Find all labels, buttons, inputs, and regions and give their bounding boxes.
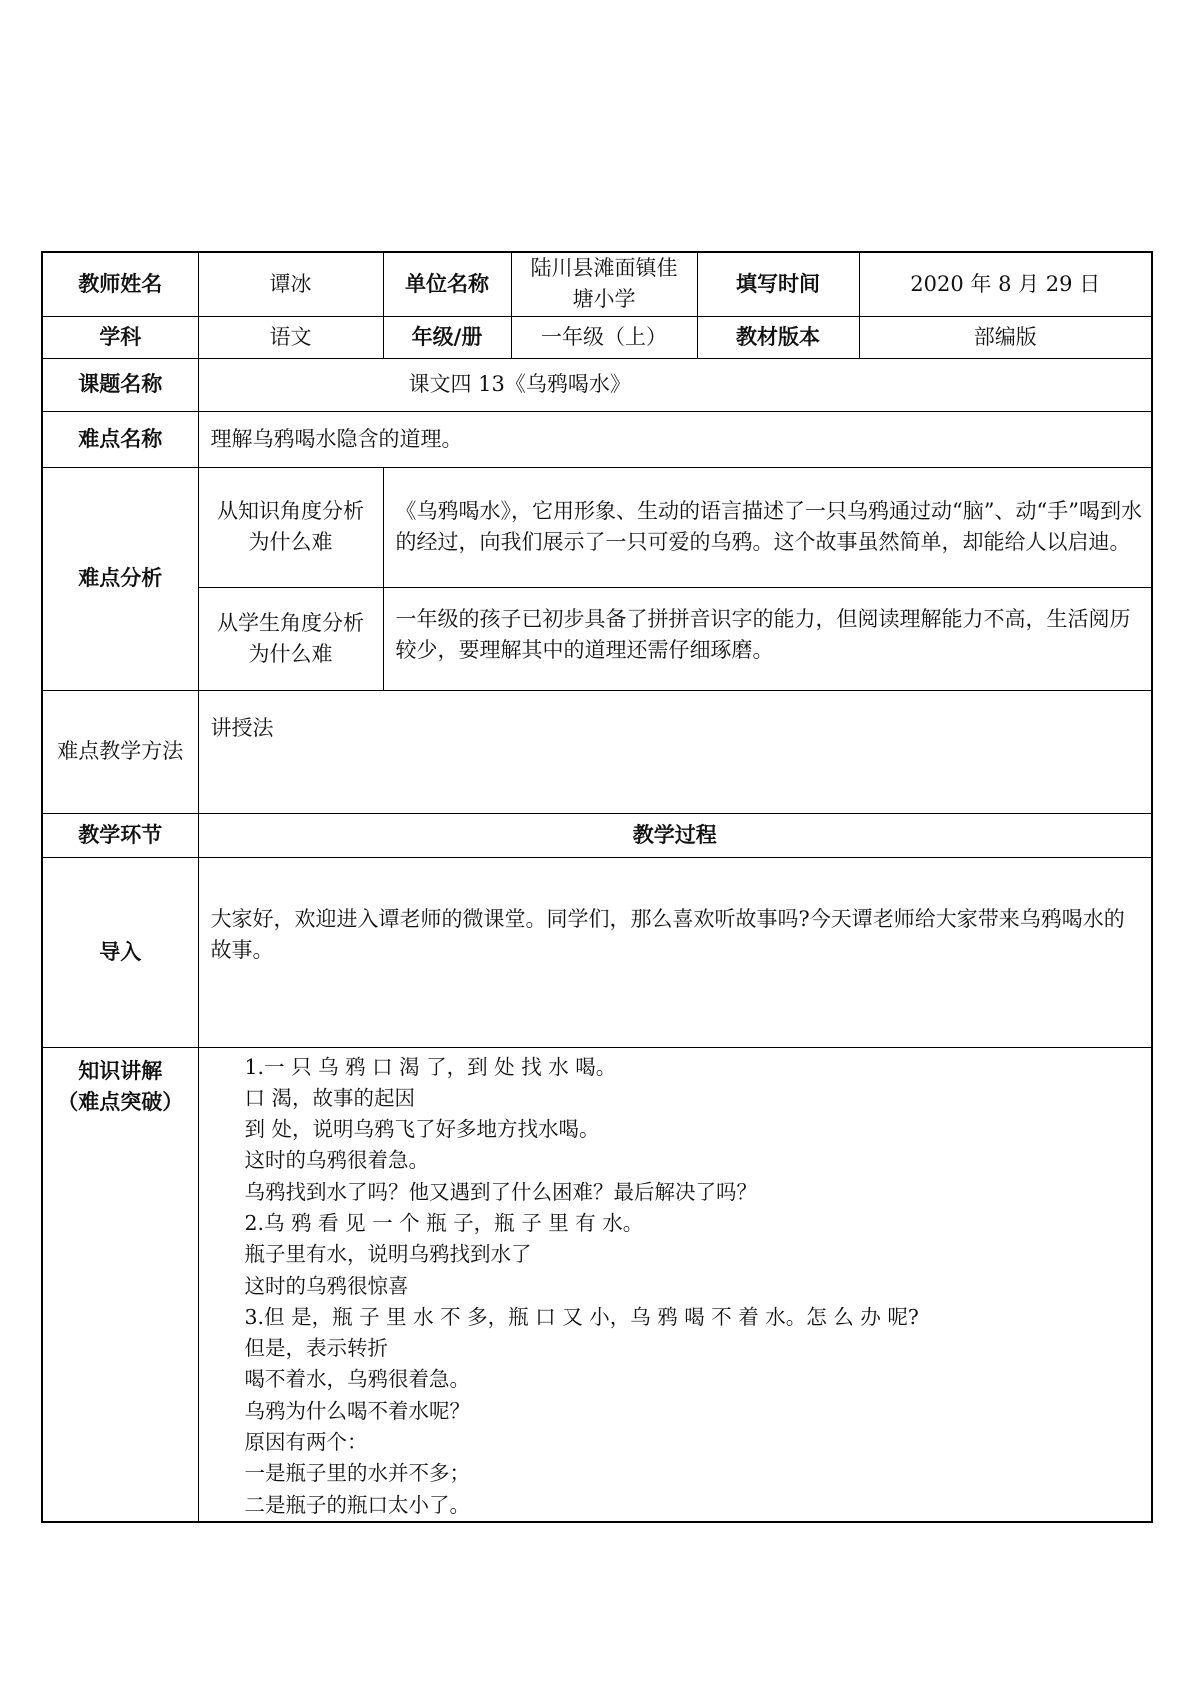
method-value: 讲授法: [198, 690, 1152, 813]
header-row-1: [42, 252, 1152, 316]
knowledge-label-line-1: 知识讲解: [78, 1058, 163, 1083]
knowledge-line: 到 处，说明乌鸦飞了好多地方找水喝。: [244, 1117, 600, 1142]
process-header-row: [42, 813, 1152, 857]
difficulty-value: 理解乌鸦喝水隐含的道理。: [198, 411, 1152, 467]
subject-label: 学科: [42, 316, 198, 358]
edition-value: 部编版: [859, 316, 1152, 358]
analysis-student-row: [42, 587, 1152, 690]
knowledge-line: 二是瓶子的瓶口太小了。: [244, 1492, 470, 1517]
student-angle-label-line-2: 为什么难: [248, 641, 333, 666]
knowledge-line: 1.一 只 乌 鸦 口 渴 了，到 处 找 水 喝。: [244, 1054, 617, 1079]
knowledge-content: [198, 1047, 1152, 1522]
process-header: 教学过程: [198, 813, 1152, 857]
unit-name-line-2: 塘小学: [572, 287, 636, 312]
unit-name-line-1: 陆川县滩面镇佳: [530, 256, 678, 281]
knowledge-line: 喝不着水，乌鸦很着急。: [244, 1367, 470, 1392]
topic-row: [42, 358, 1152, 411]
knowledge-angle-label-line-2: 为什么难: [248, 530, 333, 554]
knowledge-line: 原因有两个：: [244, 1430, 368, 1455]
knowledge-line: 这时的乌鸦很着急。: [244, 1148, 429, 1173]
teacher-name-value: 谭冰: [198, 252, 383, 316]
header-row-2: [42, 316, 1152, 358]
method-label: 难点教学方法: [42, 690, 198, 813]
knowledge-angle-text: 《乌鸦喝水》，它用形象、生动的语言描述了一只乌鸦通过动“脑”、动“手”喝到水的经过，向我们展示了一只可爱的乌鸦。这个故事虽然简单，却能给人以启迪。: [383, 467, 1152, 587]
teacher-name-label: 教师姓名: [42, 252, 198, 316]
knowledge-label: [42, 1047, 198, 1522]
topic-label: 课题名称: [42, 358, 198, 411]
knowledge-line: 3.但 是，瓶 子 里 水 不 多，瓶 口 又 小，乌 鸦 喝 不 着 水。怎 么 办 呢?: [244, 1304, 919, 1329]
knowledge-line: 瓶子里有水，说明乌鸦找到水了: [244, 1242, 532, 1267]
knowledge-line: 2.乌 鸦 看 见 一 个 瓶 子，瓶 子 里 有 水。: [244, 1210, 644, 1235]
edition-label: 教材版本: [697, 316, 859, 358]
subject-value: 语文: [198, 316, 383, 358]
knowledge-line: 一是瓶子里的水并不多；: [244, 1461, 470, 1486]
fill-time-label: 填写时间: [697, 252, 859, 316]
grade-label: 年级/册: [383, 316, 511, 358]
knowledge-angle-label: [198, 467, 383, 587]
difficulty-label: 难点名称: [42, 411, 198, 467]
fill-time-value: 2020 年 8 月 29 日: [859, 252, 1152, 316]
knowledge-row: [42, 1047, 1152, 1522]
method-row: [42, 690, 1152, 813]
knowledge-line: 口 渴，故事的起因: [244, 1085, 416, 1110]
student-angle-label-line-1: 从学生角度分析: [217, 610, 364, 635]
topic-value: 课文四 13《乌鸦喝水》: [198, 358, 1152, 411]
knowledge-line: 乌鸦找到水了吗？他又遇到了什么困难？最后解决了吗？: [244, 1179, 757, 1204]
stage-header: 教学环节: [42, 813, 198, 857]
intro-row: [42, 857, 1152, 1047]
knowledge-angle-label-line-1: 从知识角度分析: [217, 499, 364, 523]
knowledge-line: 这时的乌鸦很惊喜: [244, 1273, 409, 1298]
knowledge-line: 但是，表示转折: [244, 1336, 388, 1361]
knowledge-line: 乌鸦为什么喝不着水呢？: [244, 1398, 470, 1423]
unit-name-label: 单位名称: [383, 252, 511, 316]
student-angle-text: 一年级的孩子已初步具备了拼拼音识字的能力，但阅读理解能力不高，生活阅历较少，要理解其中的道理还需仔细琢磨。: [383, 587, 1152, 690]
intro-text: 大家好，欢迎进入谭老师的微课堂。同学们，那么喜欢听故事吗?今天谭老师给大家带来乌鸦喝水的故事。: [198, 857, 1152, 1047]
lesson-plan-table: [41, 251, 1153, 1523]
unit-name-value: [511, 252, 697, 316]
student-angle-label: [198, 587, 383, 690]
analysis-knowledge-row: [42, 467, 1152, 587]
grade-value: 一年级（上）: [511, 316, 697, 358]
knowledge-label-line-2: （难点突破）: [57, 1089, 184, 1114]
difficulty-row: [42, 411, 1152, 467]
intro-label: 导入: [42, 857, 198, 1047]
analysis-label: 难点分析: [42, 467, 198, 690]
